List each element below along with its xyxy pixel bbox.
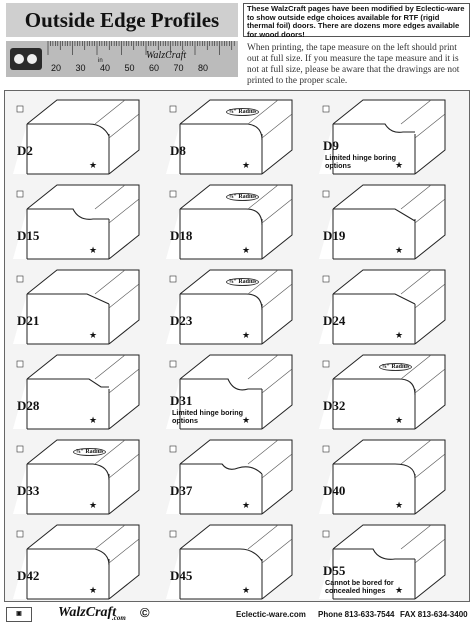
edge-profile-drawing xyxy=(9,179,158,262)
profile-code: D31 xyxy=(170,393,193,408)
edge-profile-drawing xyxy=(9,94,158,177)
modification-notice: These WalzCraft pages have been modified by Eclectic-ware to show outside edge choices available for RTF (rigid thermal foil) doors. There are dozens more edges available for wood doors! xyxy=(243,3,470,37)
edge-profile-drawing xyxy=(315,179,464,262)
profile-card xyxy=(315,94,464,177)
edge-profile-drawing xyxy=(315,264,464,347)
profile-card xyxy=(9,349,158,432)
ruler-number: 80 xyxy=(197,63,209,73)
profile-card xyxy=(315,519,464,602)
profile-code: D42 xyxy=(17,568,40,583)
profile-code: D23 xyxy=(170,313,193,328)
profile-code: D28 xyxy=(17,398,40,413)
radius-label: ⅜" Radius xyxy=(226,278,259,286)
star-icon: ★ xyxy=(395,330,404,340)
profile-grid xyxy=(4,90,470,602)
profile-card xyxy=(162,179,311,262)
ruler-number: 40 xyxy=(99,63,111,73)
ruler-number: 70 xyxy=(173,63,184,73)
footer-logo: WalzCraft xyxy=(58,605,117,620)
footer-fax: FAX 813-634-3400 xyxy=(400,610,468,619)
footer-badge-icon: ▣ xyxy=(6,607,32,622)
star-icon: ★ xyxy=(89,585,98,595)
star-icon: ★ xyxy=(89,500,98,510)
profile-code: D9 xyxy=(323,138,339,153)
profile-code: D8 xyxy=(170,143,186,158)
star-icon: ★ xyxy=(395,415,404,425)
ruler-number: 50 xyxy=(124,63,135,73)
profile-code: D32 xyxy=(323,398,346,413)
star-icon: ★ xyxy=(242,500,251,510)
profile-code: D21 xyxy=(17,313,40,328)
star-icon: ★ xyxy=(395,160,404,170)
star-icon: ★ xyxy=(395,500,404,510)
ruler-unit: in xyxy=(98,58,103,64)
radius-label: ⅜" Radius xyxy=(226,108,259,116)
profile-code: D2 xyxy=(17,143,33,158)
star-icon: ★ xyxy=(242,160,251,170)
edge-profile-drawing xyxy=(162,264,311,347)
profile-note: Cannot be bored for concealed hinges xyxy=(325,578,394,595)
profile-card xyxy=(315,179,464,262)
profile-card xyxy=(162,519,311,602)
profile-card xyxy=(9,94,158,177)
footer xyxy=(0,603,474,624)
page-title: Outside Edge Profiles xyxy=(6,3,238,37)
edge-profile-drawing xyxy=(9,264,158,347)
ruler-brand: WalzCraft xyxy=(146,50,187,61)
profile-card xyxy=(9,519,158,602)
profile-card xyxy=(162,94,311,177)
star-icon: ★ xyxy=(242,245,251,255)
profile-code: D24 xyxy=(323,313,346,328)
edge-profile-drawing xyxy=(9,519,158,602)
radius-label: ⅜" Radius xyxy=(379,363,412,371)
tape-measure xyxy=(6,41,238,77)
profile-card xyxy=(315,349,464,432)
ruler-number: 30 xyxy=(75,63,86,73)
edge-profile-drawing xyxy=(315,434,464,517)
edge-profile-drawing xyxy=(162,94,311,177)
star-icon: ★ xyxy=(89,330,98,340)
profile-card xyxy=(9,179,158,262)
profile-code: D19 xyxy=(323,228,346,243)
profile-code: D45 xyxy=(170,568,193,583)
copyright-symbol: © xyxy=(140,605,150,620)
ruler-number: 60 xyxy=(148,63,160,73)
footer-logo-suffix: .com xyxy=(112,614,126,622)
edge-profile-drawing xyxy=(9,434,158,517)
profile-note: Limited hinge boring options xyxy=(325,153,397,170)
footer-phone: Phone 813-633-7544 xyxy=(318,610,395,619)
profile-code: D18 xyxy=(170,228,193,243)
star-icon: ★ xyxy=(242,330,251,340)
star-icon: ★ xyxy=(242,585,251,595)
profile-code: D37 xyxy=(170,483,193,498)
profile-card xyxy=(9,434,158,517)
profile-card xyxy=(9,264,158,347)
profile-card xyxy=(315,434,464,517)
star-icon: ★ xyxy=(242,415,251,425)
print-instructions: When printing, the tape measure on the left should print out at full size. If you measure the tape measure and it is not at full size, please be aware that the drawings are not printed to the proper scale. xyxy=(247,43,460,86)
profile-card xyxy=(162,434,311,517)
profile-card xyxy=(315,264,464,347)
star-icon: ★ xyxy=(89,415,98,425)
star-icon: ★ xyxy=(89,160,98,170)
profile-code: D40 xyxy=(323,483,346,498)
star-icon: ★ xyxy=(395,245,404,255)
profile-code: D55 xyxy=(323,563,346,578)
edge-profile-drawing xyxy=(162,179,311,262)
radius-label: ⅜" Radius xyxy=(226,193,259,201)
profile-card xyxy=(162,349,311,432)
edge-profile-drawing xyxy=(162,434,311,517)
tape-hook-icon xyxy=(10,48,42,70)
footer-website[interactable]: Eclectic-ware.com xyxy=(236,610,306,619)
star-icon: ★ xyxy=(89,245,98,255)
star-icon: ★ xyxy=(395,585,404,595)
profile-note: Limited hinge boring options xyxy=(172,408,244,425)
profile-card xyxy=(162,264,311,347)
edge-profile-drawing xyxy=(162,519,311,602)
edge-profile-drawing xyxy=(315,349,464,432)
profile-code: D33 xyxy=(17,483,40,498)
profile-code: D15 xyxy=(17,228,40,243)
edge-profile-drawing xyxy=(9,349,158,432)
ruler-number: 20 xyxy=(50,63,62,73)
radius-label: ⅜" Radius xyxy=(73,448,106,456)
